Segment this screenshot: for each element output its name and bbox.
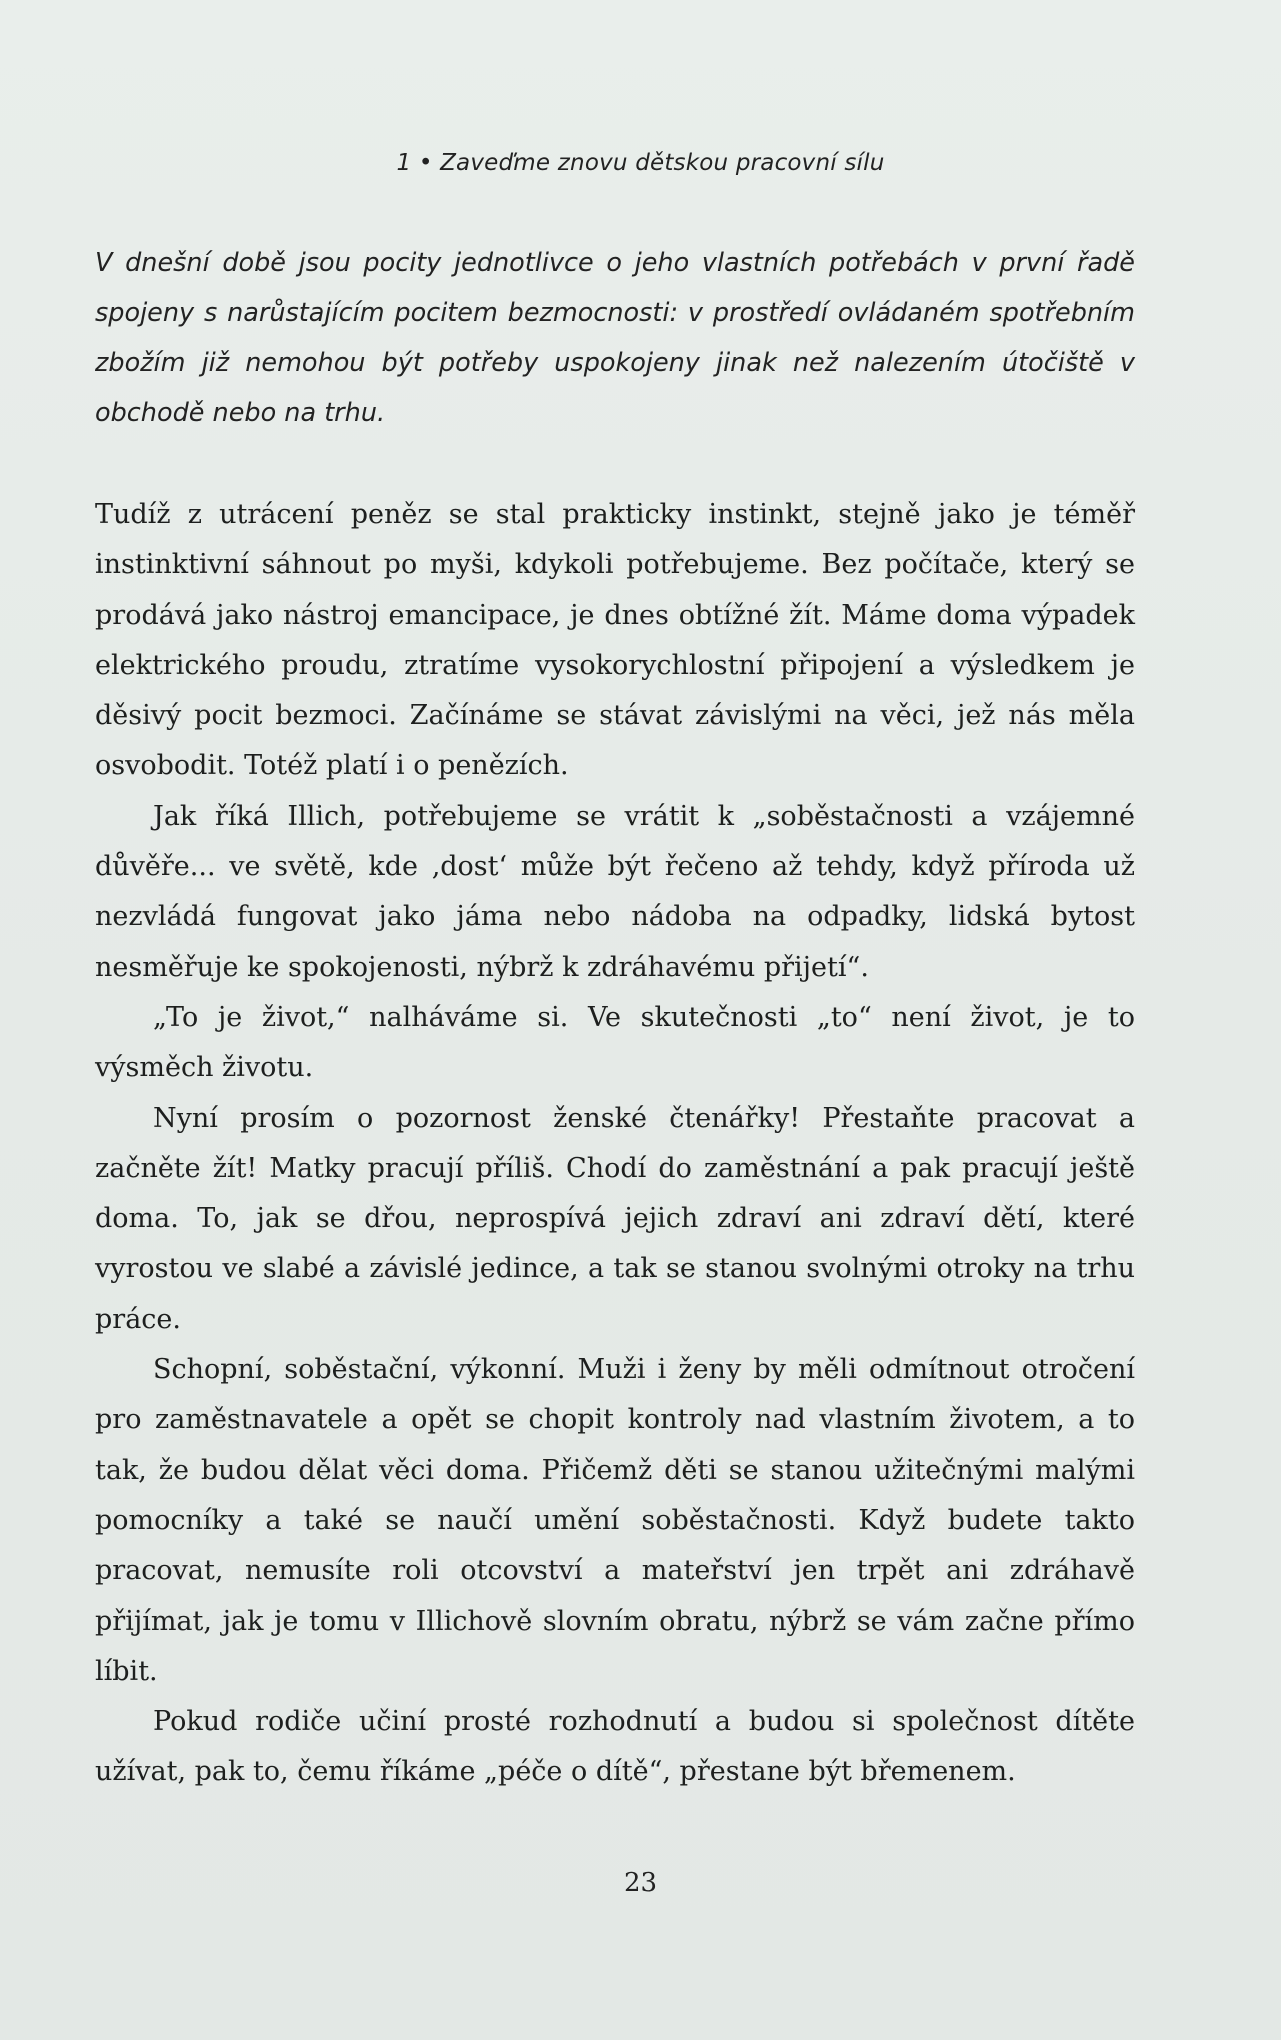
paragraph: Jak říká Illich, potřebujeme se vrátit k „soběstačnosti a vzájemné důvěře... ve světě, kde ‚dost‘ může být řečeno až tehdy, když příroda už nezvládá fungovat jako jáma nebo nádoba na odpadky, lidská bytost nesměřuje ke spokojenosti, nýbrž k zdráhavému přijetí“. [95, 800, 1135, 983]
paragraph: „To je život,“ nalháváme si. Ve skutečnosti „to“ není život, je to výsměch životu. [95, 1001, 1135, 1084]
body-text [95, 490, 1135, 1798]
paragraph: Tudíž z utrácení peněz se stal prakticky instinkt, stejně jako je téměř instinktivní sáhnout po myši, kdykoli potřebujeme. Bez počítače, který se prodává jako nástroj emancipace, je dnes obtížné žít. Máme doma výpadek elektrického proudu, ztratíme vysokorychlostní připojení a výsledkem je děsivý pocit bezmoci. Začínáme se stávat závislými na věci, jež nás měla osvobodit. Totéž platí i o penězích. [95, 499, 1135, 782]
epigraph: V dnešní době jsou pocity jednotlivce o jeho vlastních potřebách v první řadě spojeny s narůstajícím pocitem bezmocnosti: v prostředí ovládaném spotřebním zbožím již nemohou být potřeby uspokojeny jinak než nalezením útočiště v obchodě nebo na trhu. [95, 248, 1135, 428]
paragraph: Nyní prosím o pozornost ženské čtenářky! Přestaňte pracovat a začněte žít! Matky pracují příliš. Chodí do zaměstnání a pak pracují ještě doma. To, jak se dřou, neprospívá jejich zdraví ani zdraví dětí, které vyrostou ve slabé a závislé jedince, a tak se stanou svolnými otroky na trhu práce. [95, 1102, 1135, 1335]
paragraph: Schopní, soběstační, výkonní. Muži i ženy by měli odmítnout otročení pro zaměstnavatele a opět se chopit kontroly nad vlastním životem, a to tak, že budou dělat věci doma. Přičemž děti se stanou užitečnými malými pomocníky a také se naučí umění soběstačnosti. Když budete takto pracovat, nemusíte roli otcovství a mateřství jen trpět ani zdráhavě přijímat, jak je tomu v Illichově slovním obratu, nýbrž se vám začne přímo líbit. [95, 1354, 1135, 1687]
running-head: 1 • Zaveďme znovu dětskou pracovní sílu [396, 150, 885, 176]
paragraph: Pokud rodiče učiní prosté rozhodnutí a budou si společnost dítěte užívat, pak to, čemu říkáme „péče o dítě“, přestane být břemenem. [95, 1706, 1135, 1788]
page-number: 23 [623, 1868, 658, 1898]
